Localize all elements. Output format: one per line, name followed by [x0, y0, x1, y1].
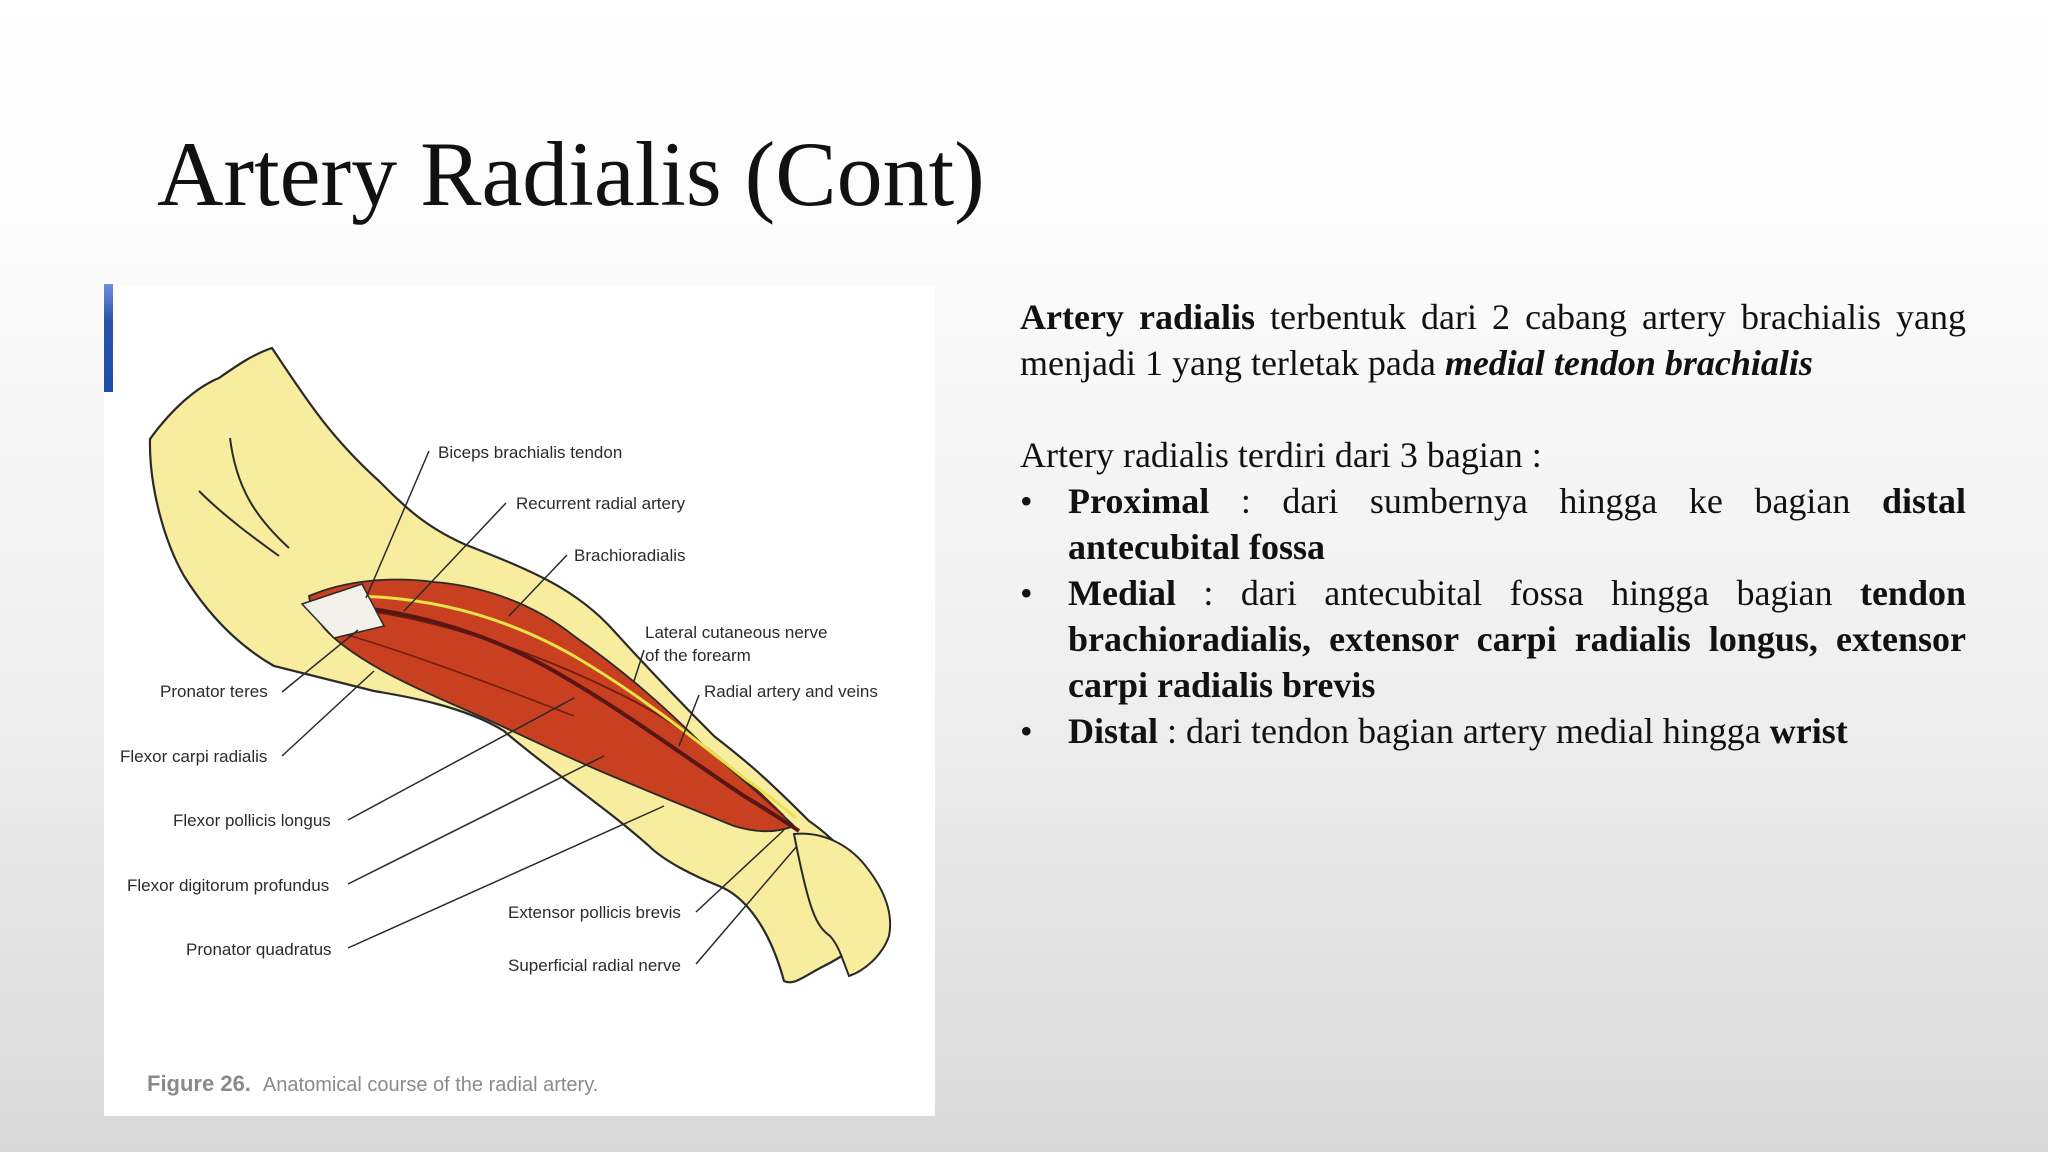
part-text: : dari antecubital fossa hingga bagian: [1175, 573, 1860, 613]
paragraph-gap: [1020, 386, 1966, 432]
figure-caption-number: Figure 26.: [147, 1071, 251, 1096]
figure-caption: [147, 1071, 598, 1096]
label-lateral-nerve-line1: Lateral cutaneous nerve: [645, 623, 828, 642]
label-lateral-nerve-line2: of the forearm: [645, 646, 751, 665]
figure-caption-text: Anatomical course of the radial artery.: [262, 1074, 599, 1096]
label-pronator-teres: Pronator teres: [160, 682, 268, 701]
list-item-proximal: [1020, 478, 1966, 570]
part-text: : dari tendon bagian artery medial hingga: [1158, 711, 1770, 751]
part-text: : dari sumbernya hingga ke bagian: [1209, 481, 1882, 521]
part-end-bold: wrist: [1769, 711, 1848, 751]
part-end-bold: distal antecubital fossa: [1068, 481, 1966, 567]
slide-title: Artery Radialis (Cont): [157, 123, 985, 225]
part-name: Medial: [1068, 573, 1176, 613]
intro-bold-term: Artery radialis: [1020, 297, 1255, 337]
label-flexor-pollicis-longus: Flexor pollicis longus: [173, 811, 331, 830]
bullet-icon: •: [1020, 481, 1033, 521]
intro-emphasis: medial tendon brachialis: [1444, 343, 1813, 383]
part-name: Distal: [1068, 711, 1158, 751]
forearm-illustration: [104, 286, 935, 1116]
intro-paragraph: [1020, 294, 1966, 386]
label-pronator-quadratus: Pronator quadratus: [186, 940, 332, 959]
label-flexor-carpi-radialis: Flexor carpi radialis: [120, 747, 268, 766]
label-biceps-tendon: Biceps brachialis tendon: [438, 443, 623, 462]
content-text: [1020, 294, 1966, 754]
anatomy-figure: [104, 286, 935, 1116]
leader-line: [348, 756, 604, 884]
label-radial-artery-veins: Radial artery and veins: [704, 682, 878, 701]
label-extensor-pollicis-brevis: Extensor pollicis brevis: [508, 903, 681, 922]
list-item-distal: [1020, 708, 1966, 754]
part-name: Proximal: [1068, 481, 1210, 521]
leader-line: [348, 806, 664, 948]
bullet-icon: •: [1020, 711, 1033, 751]
label-brachioradialis: Brachioradialis: [574, 546, 686, 565]
label-flexor-digitorum-profundus: Flexor digitorum profundus: [127, 876, 330, 895]
bullet-icon: •: [1020, 573, 1033, 613]
list-item-medial: [1020, 570, 1966, 708]
parts-heading: Artery radialis terdiri dari 3 bagian :: [1020, 435, 1542, 475]
accent-bar: [104, 284, 113, 392]
label-recurrent-radial-artery: Recurrent radial artery: [516, 494, 686, 513]
parts-list: [1020, 478, 1966, 754]
intro-text: terbentuk dari 2 cabang artery brachialis yang menjadi 1 yang terletak pada: [1020, 297, 1966, 383]
part-end-bold: tendon brachioradialis, extensor carpi radialis longus, extensor carpi radialis brevis: [1068, 573, 1966, 705]
label-superficial-radial-nerve: Superficial radial nerve: [508, 956, 681, 975]
leader-line: [282, 671, 374, 756]
